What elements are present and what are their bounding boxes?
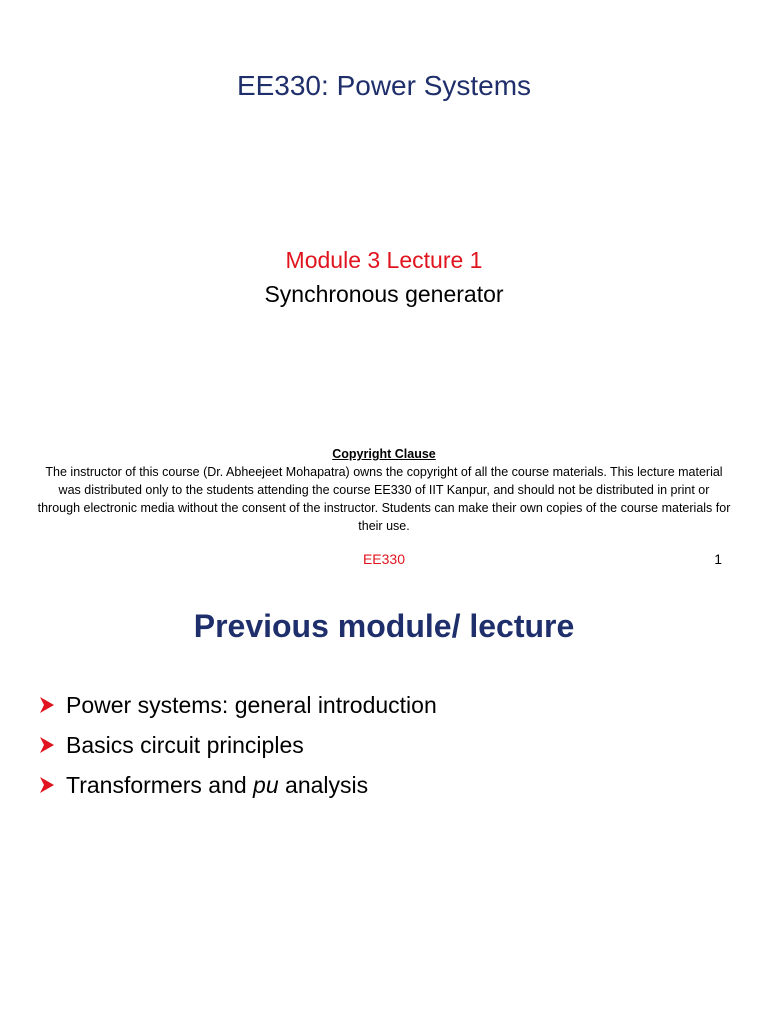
arrow-bullet-icon	[37, 735, 57, 755]
list-item	[37, 725, 437, 765]
arrow-bullet-icon	[37, 775, 57, 795]
page-number: 1	[714, 551, 722, 567]
list-item	[37, 765, 437, 805]
copyright-text: The instructor of this course (Dr. Abheejeet Mohapatra) owns the copyright of all the course materials. This lecture material was distributed only to the students attending the course EE330 of IIT Kanpur, and should not be distributed in print or through electronic media without the consent of the instructor. Students can make their own copies of the course materials for their use.	[37, 465, 731, 533]
copyright-block	[36, 445, 732, 535]
bullet-text: Power systems: general introduction	[66, 691, 437, 718]
slide-title: Previous module/ lecture	[193, 608, 575, 644]
pu-term: pu	[253, 771, 279, 798]
bullet-list	[37, 685, 437, 805]
footer-course: EE330	[362, 551, 406, 567]
module-label: Module 3 Lecture 1	[285, 247, 483, 273]
slide-title: EE330: Power Systems	[236, 70, 532, 101]
copyright-heading: Copyright Clause	[332, 447, 436, 461]
bullet-text: Transformers and pu analysis	[66, 771, 369, 798]
list-item	[37, 685, 437, 725]
bullet-text: Basics circuit principles	[66, 731, 304, 758]
slide-2	[0, 580, 768, 1024]
slide-subtitle: Synchronous generator	[264, 281, 504, 307]
arrow-bullet-icon	[37, 695, 57, 715]
